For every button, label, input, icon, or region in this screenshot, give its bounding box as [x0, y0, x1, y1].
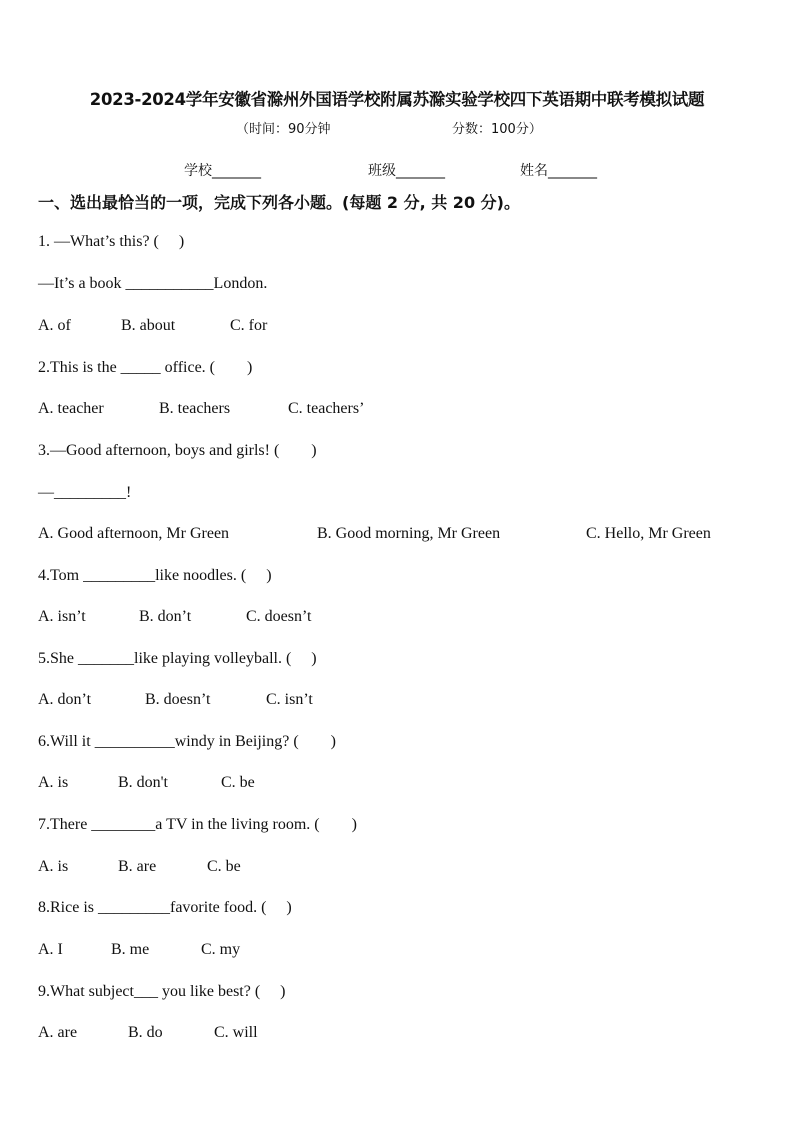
question-5-option-a: A. don’t	[38, 691, 92, 708]
question-4-option-b: B. don’t	[139, 608, 192, 625]
question-6-option-b: B. don't	[118, 774, 168, 791]
question-3-option-b: B. Good morning, Mr Green	[317, 525, 501, 542]
question-1-stem: 1. —What’s this? ( )	[38, 233, 185, 250]
question-4-stem: 4.Tom _________like noodles. ( )	[38, 567, 272, 584]
school-field: 学校_______	[184, 163, 261, 179]
question-1-option-b: B. about	[121, 317, 176, 334]
question-6-stem: 6.Will it __________windy in Beijing? ( )	[38, 733, 337, 750]
question-7-option-a: A. is	[38, 858, 69, 875]
question-5-option-b: B. doesn’t	[145, 691, 211, 708]
question-3-option-c: C. Hello, Mr Green	[586, 525, 711, 542]
question-1-option-c: C. for	[230, 317, 268, 334]
exam-title: 2023-2024学年安徽省滁州外国语学校附属苏滁实验学校四下英语期中联考模拟试题	[89, 90, 705, 109]
question-4-option-c: C. doesn’t	[246, 608, 312, 625]
question-4-option-a: A. isn’t	[38, 608, 86, 625]
question-1-option-a: A. of	[38, 317, 71, 334]
question-9-option-c: C. will	[214, 1024, 258, 1041]
question-7-option-c: C. be	[207, 858, 241, 875]
question-9-option-a: A. are	[38, 1024, 78, 1041]
question-2-option-a: A. teacher	[38, 400, 104, 417]
question-8-option-b: B. me	[111, 941, 150, 958]
question-6-option-a: A. is	[38, 774, 69, 791]
name-field: 姓名_______	[520, 163, 597, 179]
question-5-stem: 5.She _______like playing volleyball. ( )	[38, 650, 317, 667]
question-7-stem: 7.There ________a TV in the living room. ( )	[38, 816, 357, 833]
question-1-line-2: —It’s a book ___________London.	[38, 275, 268, 292]
question-3-option-a: A. Good afternoon, Mr Green	[38, 525, 230, 542]
question-9-stem: 9.What subject___ you like best? ( )	[38, 983, 286, 1000]
exam-time: （时间：90分钟	[236, 122, 331, 137]
question-2-option-c: C. teachers’	[288, 400, 365, 417]
section-title: 一、选出最恰当的一项，完成下列各小题。(每题 2 分, 共 20 分)。	[38, 193, 520, 212]
question-8-stem: 8.Rice is _________favorite food. ( )	[38, 899, 292, 916]
class-field: 班级_______	[368, 163, 445, 179]
question-2-stem: 2.This is the _____ office. ( )	[38, 359, 253, 376]
question-9-option-b: B. do	[128, 1024, 163, 1041]
question-8-option-a: A. I	[38, 941, 63, 958]
question-3-stem: 3.—Good afternoon, boys and girls! ( )	[38, 442, 317, 459]
question-7-option-b: B. are	[118, 858, 157, 875]
exam-score: 分数：100分）	[452, 122, 542, 137]
question-3-line-2: —_________!	[38, 484, 132, 501]
question-8-option-c: C. my	[201, 941, 241, 958]
question-6-option-c: C. be	[221, 774, 255, 791]
question-2-option-b: B. teachers	[159, 400, 231, 417]
question-5-option-c: C. isn’t	[266, 691, 313, 708]
